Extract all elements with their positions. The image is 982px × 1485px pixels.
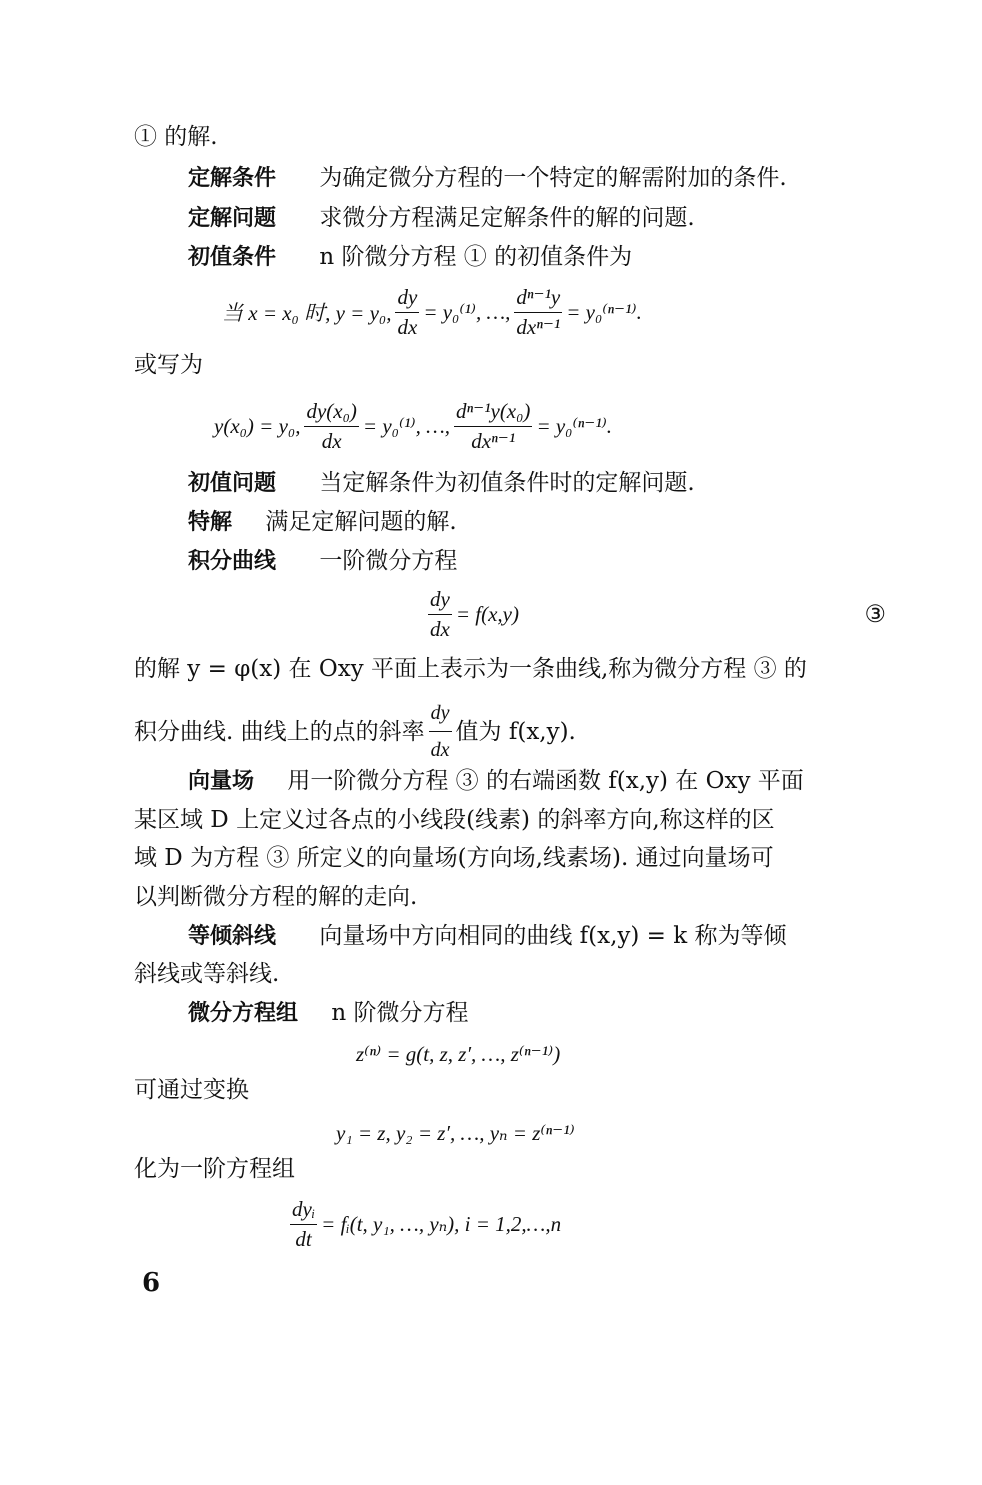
frac-num: dy	[395, 285, 419, 313]
term-label: 微分方程组	[188, 1001, 299, 1026]
paragraph-line: 的解 y = φ(x) 在 Oxy 平面上表示为一条曲线,称为微分方程 ③ 的	[134, 656, 807, 682]
paragraph-line: 以判断微分方程的解的走向.	[134, 884, 418, 910]
line-or-write: 或写为	[134, 352, 203, 378]
eq-part: = fᵢ(t, y₁, …, yₙ), i = 1,2,…,n	[321, 1211, 562, 1236]
equation-4	[356, 1038, 560, 1070]
isocline	[188, 920, 787, 953]
fraction	[395, 285, 419, 340]
term-desc: n 阶微分方程	[331, 1000, 469, 1026]
fraction	[304, 399, 358, 454]
term-desc: n 阶微分方程 ① 的初值条件为	[319, 244, 633, 270]
equation-5	[336, 1117, 575, 1149]
fraction	[428, 587, 452, 642]
term-desc: 当定解条件为初值条件时的定解问题.	[319, 470, 695, 496]
frac-den: dx	[430, 616, 450, 641]
page-number: 6	[142, 1268, 161, 1298]
definition-conditions	[188, 162, 787, 195]
equation-6	[286, 1196, 561, 1252]
line-first-order: 化为一阶方程组	[134, 1156, 295, 1182]
term-label: 向量场	[188, 769, 255, 794]
vector-field	[188, 765, 804, 798]
text-part: 积分曲线. 曲线上的点的斜率	[134, 718, 425, 745]
term-desc: 向量场中方向相同的曲线 f(x,y) = k 称为等倾	[319, 923, 787, 949]
frac-den: dx	[397, 314, 418, 339]
frac-den: dt	[295, 1226, 312, 1251]
frac-num: dyᵢ	[290, 1197, 317, 1225]
line-solution-ref: ① 的解.	[134, 124, 218, 150]
fraction	[290, 1197, 317, 1252]
frac-den: dx	[321, 428, 342, 453]
eq-part: 当 x = x₀ 时, y = y₀,	[222, 301, 392, 325]
term-label: 积分曲线	[188, 549, 277, 574]
eq-part: = y₀⁽ⁿ⁻¹⁾.	[566, 299, 642, 324]
paragraph-line: 斜线或等斜线.	[134, 961, 280, 987]
eq-part: y₁ = z, y₂ = z′, …, yₙ = z⁽ⁿ⁻¹⁾	[336, 1120, 575, 1145]
term-desc: 为确定微分方程的一个特定的解需附加的条件.	[319, 165, 787, 191]
term-label: 等倾斜线	[188, 924, 277, 949]
particular-solution	[188, 506, 457, 539]
fraction	[454, 399, 532, 454]
paragraph-line: 域 D 为方程 ③ 所定义的向量场(方向场,线素场). 通过向量场可	[134, 845, 774, 871]
frac-num: dy(x₀)	[304, 399, 358, 427]
eq-part: = y₀⁽ⁿ⁻¹⁾.	[536, 413, 613, 438]
integral-curve	[188, 545, 457, 578]
equation-system	[188, 997, 468, 1030]
frac-num: dⁿ⁻¹y(x₀)	[454, 399, 532, 427]
frac-num: dⁿ⁻¹y	[514, 285, 562, 313]
term-label: 初值问题	[188, 471, 277, 496]
eq-part: = f(x,y)	[455, 601, 519, 626]
frac-num: dy	[429, 697, 452, 732]
frac-den: dx	[430, 739, 450, 761]
term-label: 定解问题	[188, 206, 277, 231]
initial-problem	[188, 467, 695, 500]
term-label: 特解	[188, 510, 233, 535]
paragraph-line-slope	[134, 697, 576, 766]
term-desc: 满足定解问题的解.	[265, 509, 457, 535]
fraction	[429, 697, 452, 766]
line-transform: 可通过变换	[134, 1077, 249, 1103]
term-label: 初值条件	[188, 245, 277, 270]
initial-condition	[188, 241, 632, 274]
equation-initial-1	[222, 284, 642, 340]
eq-part: = y₀⁽¹⁾, …,	[423, 299, 511, 324]
term-label: 定解条件	[188, 166, 277, 191]
term-desc: 求微分方程满足定解条件的解的问题.	[319, 205, 695, 231]
eq-part: = y₀⁽¹⁾, …,	[362, 413, 450, 438]
eq-part: z⁽ⁿ⁾ = g(t, z, z′, …, z⁽ⁿ⁻¹⁾)	[356, 1041, 561, 1066]
frac-num: dy	[428, 587, 452, 615]
paragraph-line: 某区域 D 上定义过各点的小线段(线素) 的斜率方向,称这样的区	[134, 807, 775, 833]
equation-3	[424, 586, 519, 642]
equation-initial-2	[214, 398, 612, 454]
frac-den: dxⁿ⁻¹	[516, 314, 561, 339]
fraction	[514, 285, 562, 340]
text-part: 值为 f(x,y).	[455, 718, 576, 745]
term-desc: 用一阶微分方程 ③ 的右端函数 f(x,y) 在 Oxy 平面	[287, 768, 804, 794]
eq-part: y(x₀) = y₀,	[214, 413, 301, 438]
frac-den: dxⁿ⁻¹	[471, 428, 516, 453]
term-desc: 一阶微分方程	[319, 548, 458, 574]
equation-number: ③	[864, 600, 886, 628]
definition-problem	[188, 202, 695, 235]
